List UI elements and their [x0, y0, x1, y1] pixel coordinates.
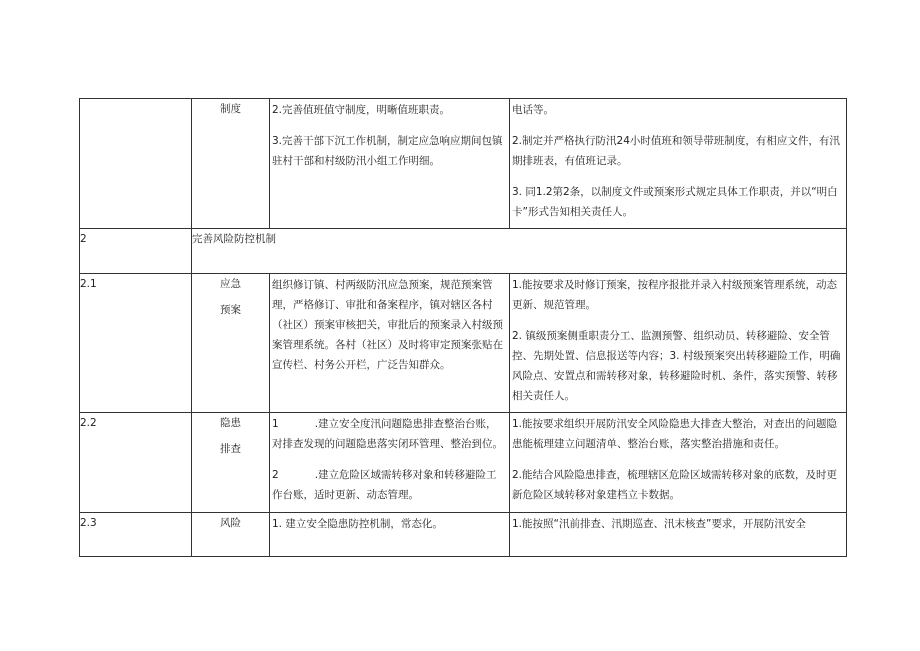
category-cell — [192, 513, 270, 557]
standard-item — [270, 413, 509, 454]
method-item: 2. 镇级预案侧重职责分工、监测预警、组织动员、转移避险、安全管控、先期处置、信息报送等内容；3. 村级预案突出转移避险工作，明确风险点、安置点和需转移对象，转移避险时机、条件，落实预警、转移相关责任人。 — [512, 330, 841, 402]
standard-cell — [270, 513, 510, 557]
category-cell — [192, 274, 270, 413]
method-item: 1.能按要求及时修订预案，按程序报批并录入村级预案管理系统，动态更新、规范管理。 — [512, 279, 838, 311]
section-title: 完善风险防控机制 — [192, 229, 847, 274]
section-row — [80, 229, 847, 274]
item-text: .建立危险区域需转移对象和转移避险工作台账，适时更新、动态管理。 — [272, 469, 497, 501]
method-cell — [510, 413, 847, 513]
method-item: 1.能按照“汛前排查、汛期巡查、汛末核查”要求，开展防汛安全 — [512, 518, 806, 530]
standard-item: 组织修订镇、村两级防汛应急预案，规范预案管理，严格修订、审批和备案程序，镇对辖区各村（社区）预案审核把关，审批后的预案录入村级预案管理系统。各村（社区）及时将审定预案张贴在宣传栏、村务公开栏，广泛告知群众。 — [272, 279, 503, 371]
category-cell — [192, 413, 270, 513]
method-cell — [510, 274, 847, 413]
num-cell: 2.2 — [80, 413, 192, 513]
standard-item: 1. 建立安全隐患防控机制，常态化。 — [272, 518, 443, 530]
standard-cell — [270, 274, 510, 413]
num-cell: 2.3 — [80, 513, 192, 557]
category-label: 隐患 — [220, 417, 241, 429]
category-label: 排查 — [220, 443, 241, 455]
num-cell: 2.1 — [80, 274, 192, 413]
method-item: 3. 同1.2第2条，以制度文件或预案形式规定具体工作职责，并以“明白卡”形式告知相关责任人。 — [512, 186, 838, 218]
evaluation-table — [79, 98, 847, 557]
item-number: 1 — [272, 418, 279, 430]
standard-cell — [270, 99, 510, 229]
standard-cell — [270, 413, 510, 513]
standard-item — [270, 464, 509, 505]
num-cell — [80, 99, 192, 229]
category-label: 应急 — [220, 278, 241, 290]
table-row — [80, 413, 847, 513]
method-cell — [510, 99, 847, 229]
table-row — [80, 99, 847, 229]
method-item: 2.能结合风险隐患排查，梳理辖区危险区域需转移对象的底数，及时更新危险区域转移对象建档立卡数据。 — [512, 469, 838, 501]
table-row — [80, 513, 847, 557]
method-cell — [510, 513, 847, 557]
table-row — [80, 274, 847, 413]
num-cell: 2 — [80, 229, 192, 274]
standard-item: 2.完善值班值守制度，明晰值班职责。 — [272, 104, 451, 116]
item-number: 2 — [272, 469, 279, 481]
category-label: 预案 — [220, 304, 241, 316]
category-label: 制度 — [220, 103, 241, 115]
category-label: 风险 — [220, 517, 241, 529]
method-item: 电话等。 — [512, 104, 554, 116]
method-item: 2.制定并严格执行防汛24小时值班和领导带班制度，有相应文件，有汛期排班表，有值班记录。 — [512, 135, 840, 167]
method-item: 1.能按要求组织开展防汛安全风险隐患大排查大整治，对查出的问题隐患能梳理建立问题清单、整治台账，落实整治措施和责任。 — [512, 418, 838, 450]
item-text: .建立安全度汛问题隐患排查整治台账，对排查发现的问题隐患落实闭环管理、整治到位。 — [272, 418, 503, 450]
category-cell — [192, 99, 270, 229]
standard-item: 3.完善干部下沉工作机制，制定应急响应期间包镇驻村干部和村级防汛小组工作明细。 — [272, 135, 503, 167]
